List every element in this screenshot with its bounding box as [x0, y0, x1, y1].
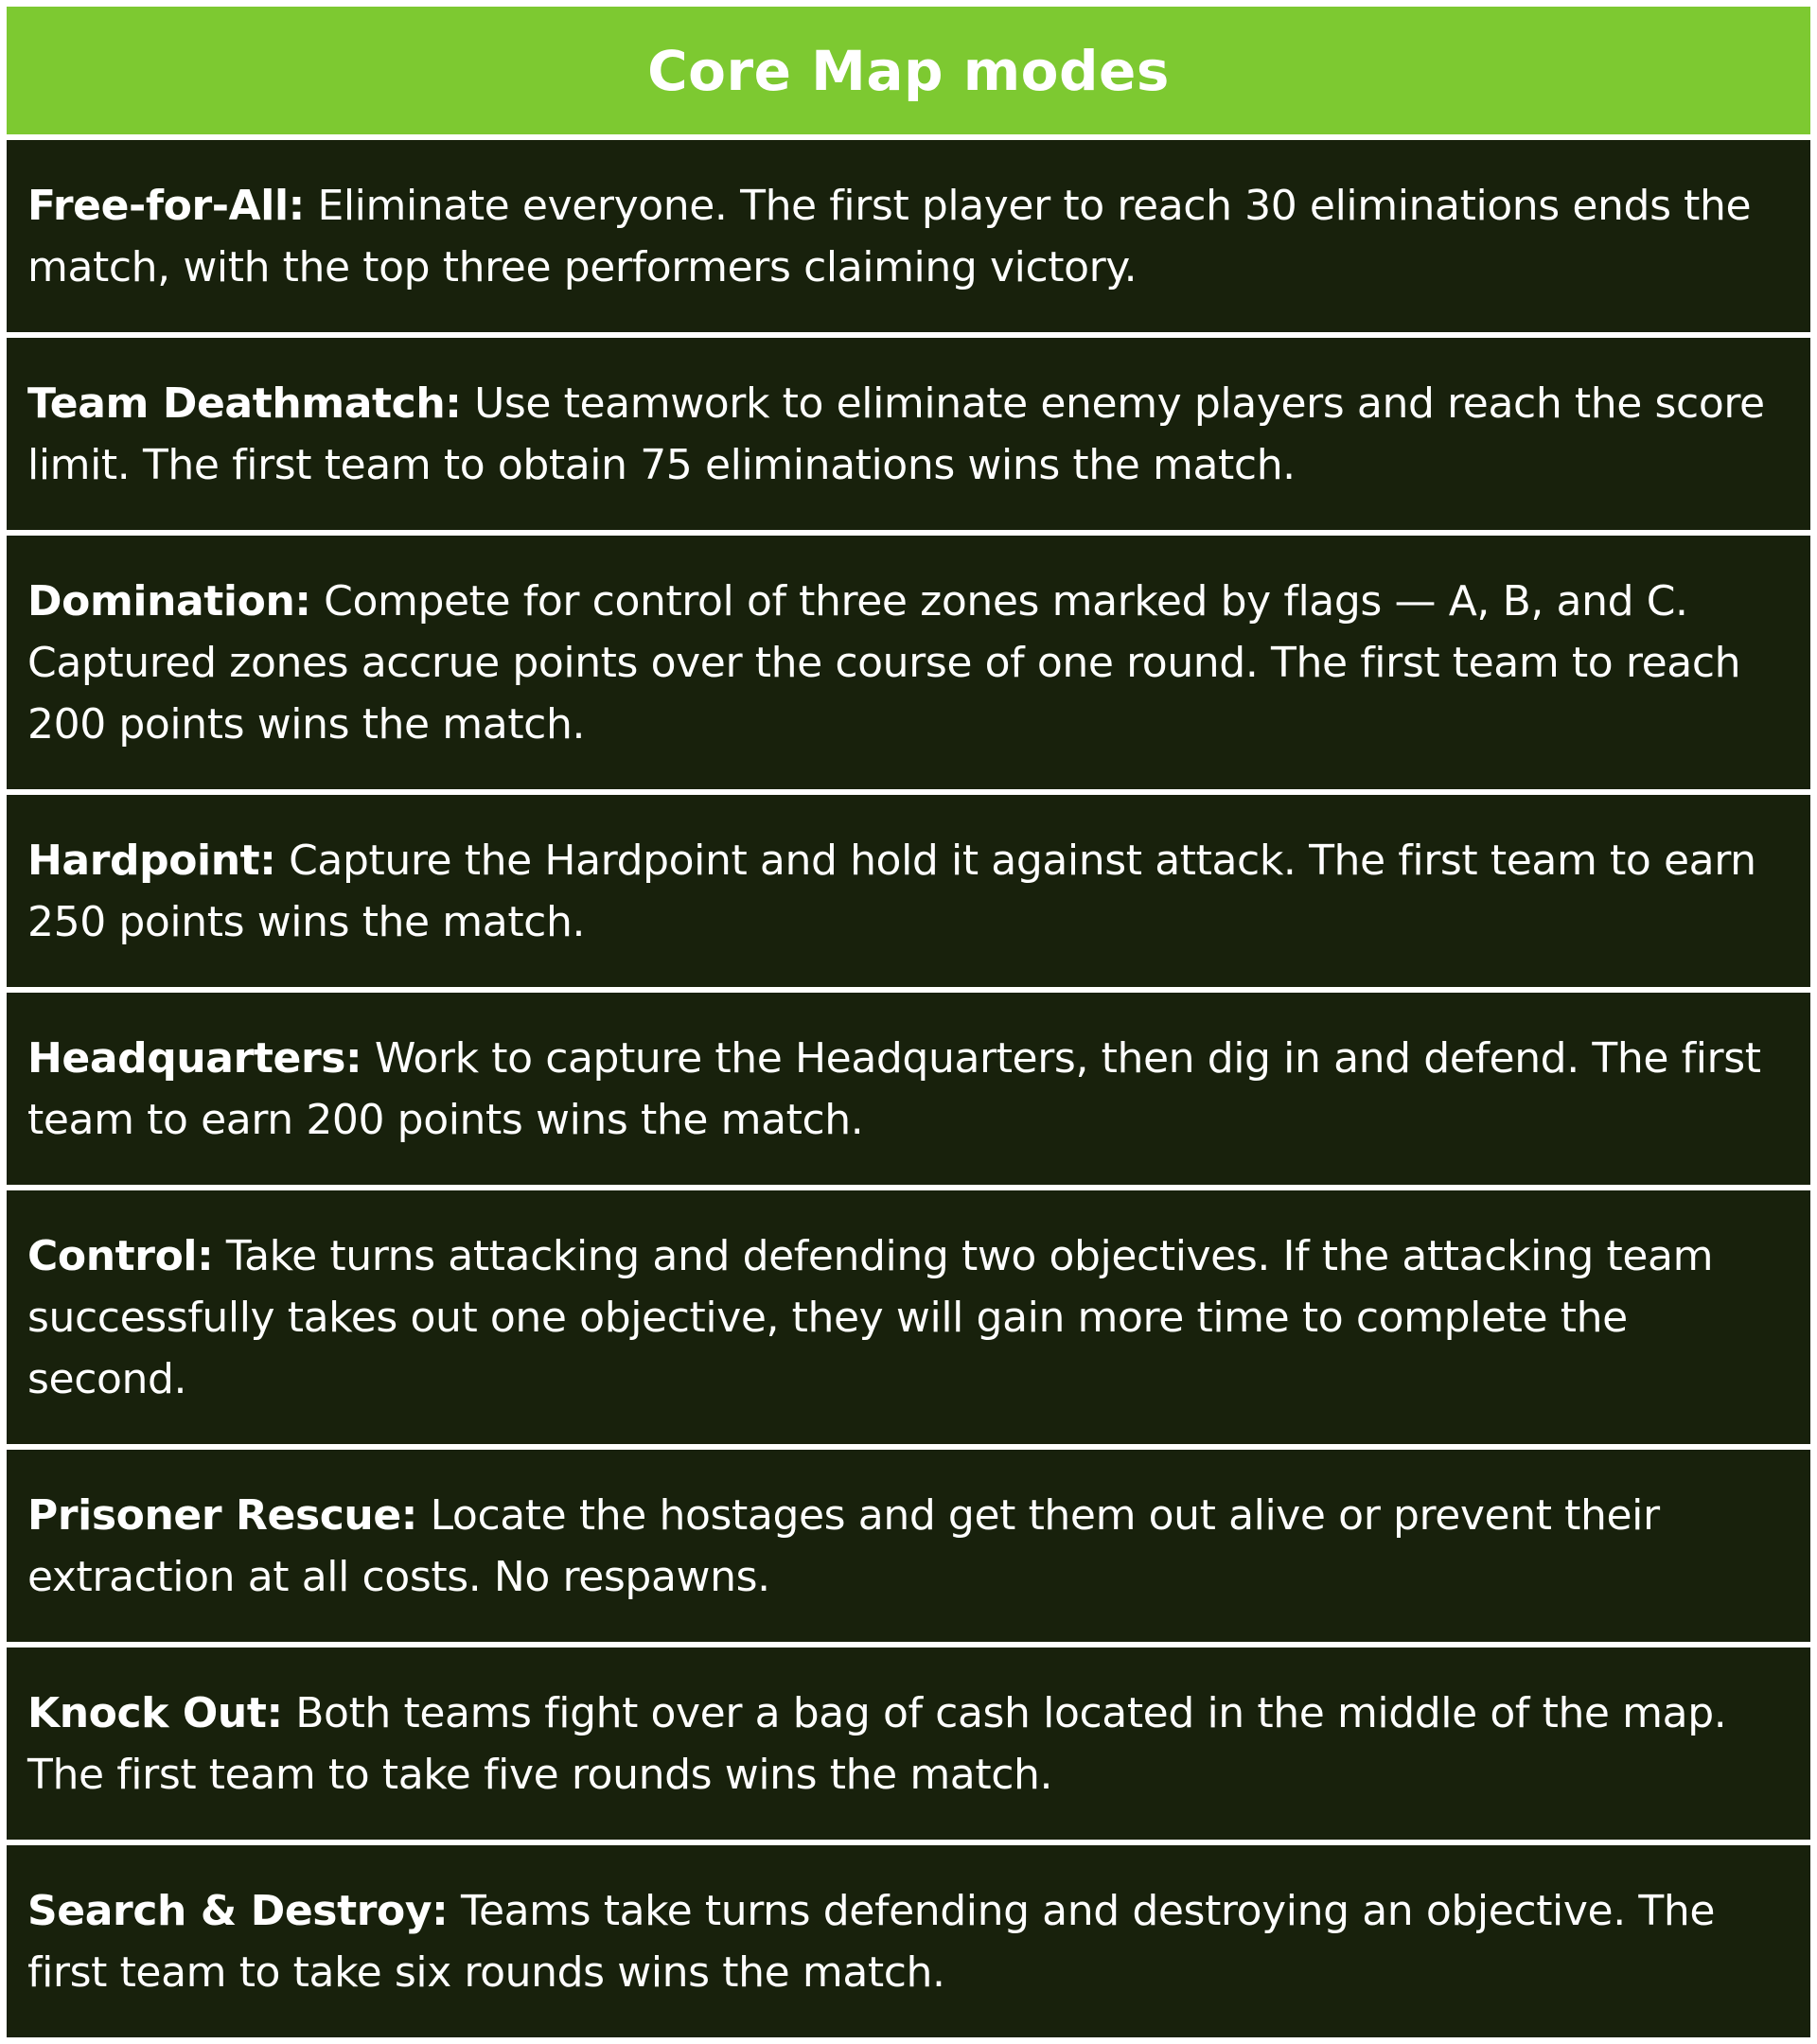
mode-row-control: [7, 1190, 1810, 1444]
mode-description: Locate the hostages and get them out alive or prevent their extraction at all costs. No respawns.: [27, 1490, 1660, 1601]
mode-row-prisoner-rescue: [7, 1450, 1810, 1642]
mode-name: Headquarters:: [27, 1033, 362, 1083]
mode-text: [27, 1028, 1788, 1151]
mode-name: Knock Out:: [27, 1688, 283, 1737]
mode-description: Both teams fight over a bag of cash located in the middle of the map. The first team to take five rounds wins the match.: [27, 1688, 1727, 1799]
mode-row-domination: [7, 536, 1810, 789]
mode-description: Take turns attacking and defending two objectives. If the attacking team successfully takes out one objective, they will gain more time to complete the second.: [27, 1231, 1714, 1403]
mode-text: [27, 1880, 1788, 2003]
mode-description: Work to capture the Headquarters, then dig in and defend. The first team to earn 200 points wins the match.: [27, 1033, 1761, 1144]
table-title: Core Map modes: [647, 38, 1170, 103]
mode-row-knock-out: [7, 1648, 1810, 1840]
mode-name: Hardpoint:: [27, 836, 276, 885]
mode-text: [27, 175, 1788, 298]
mode-description: Compete for control of three zones marked by flags — A, B, and C. Captured zones accrue points over the course of one round. The first team to reach 200 points wins the match.: [27, 576, 1741, 749]
mode-row-team-deathmatch: [7, 338, 1810, 530]
core-map-modes-table: [7, 7, 1810, 2037]
mode-name: Domination:: [27, 576, 311, 626]
mode-row-headquarters: [7, 993, 1810, 1185]
mode-description: Use teamwork to eliminate enemy players and reach the score limit. The first team to obtain 75 eliminations wins the match.: [27, 379, 1765, 489]
mode-row-free-for-all: [7, 140, 1810, 332]
mode-name: Search & Destroy:: [27, 1886, 449, 1935]
mode-text: [27, 1485, 1788, 1608]
mode-description: Eliminate everyone. The first player to reach 30 eliminations ends the match, with the top three performers claiming victory.: [27, 181, 1752, 291]
mode-row-hardpoint: [7, 795, 1810, 987]
mode-name: Control:: [27, 1231, 214, 1280]
mode-name: Free-for-All:: [27, 181, 305, 230]
mode-row-search-and-destroy: [7, 1845, 1810, 2037]
mode-text: [27, 571, 1788, 755]
mode-text: [27, 1225, 1788, 1410]
mode-name: Prisoner Rescue:: [27, 1490, 417, 1540]
mode-description: Teams take turns defending and destroying an objective. The first team to take six rounds wins the match.: [27, 1886, 1715, 1997]
mode-name: Team Deathmatch:: [27, 379, 462, 428]
mode-text: [27, 1683, 1788, 1806]
mode-description: Capture the Hardpoint and hold it against attack. The first team to earn 250 points wins the match.: [27, 836, 1756, 946]
mode-text: [27, 373, 1788, 496]
table-header: [7, 7, 1810, 134]
mode-text: [27, 830, 1788, 953]
